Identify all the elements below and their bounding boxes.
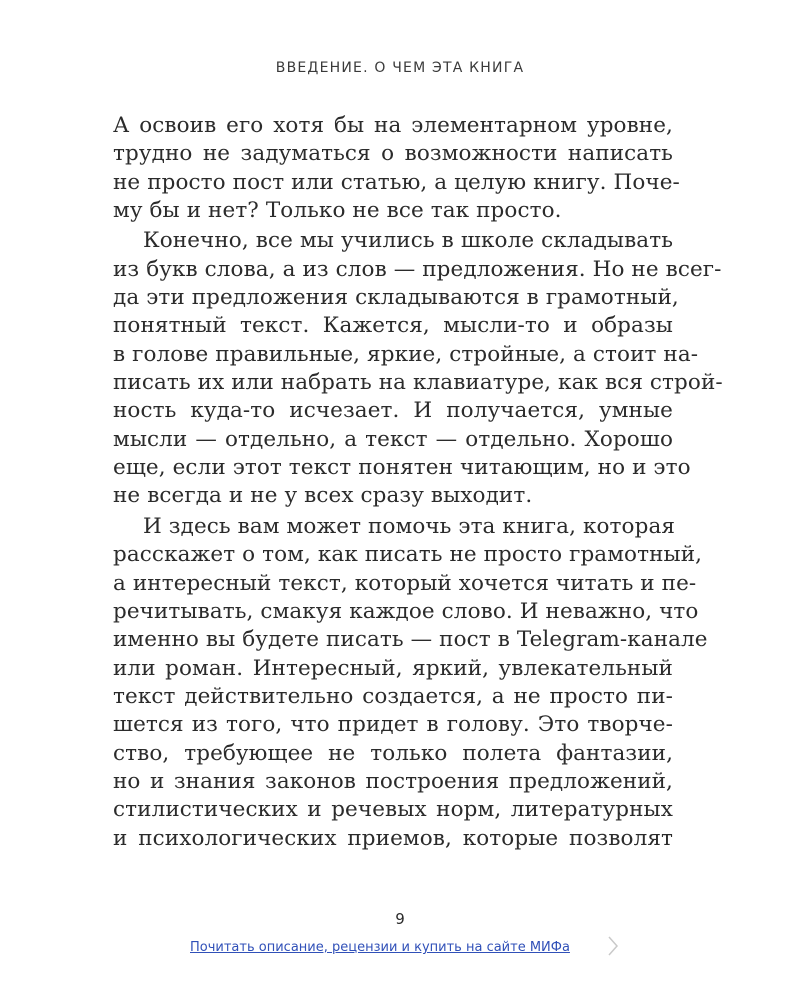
promo-link[interactable]: Почитать описание, рецензии и купить на сайте МИФа (190, 940, 570, 955)
text-line: еще, если этот текст понятен читающим, но и это (113, 455, 691, 481)
text-line: И здесь вам может помочь эта книга, которая (143, 513, 676, 539)
body-text (113, 112, 723, 853)
text-line: или роман. Интересный, яркий, увлекательный (113, 655, 673, 681)
text-line: не всегда и не у всех сразу выходит. (113, 483, 533, 509)
text-line: текст действительно создается, а не просто пи- (113, 683, 673, 709)
text-line: не просто пост или статью, а целую книгу. Поче- (113, 169, 680, 195)
text-line: но и знания законов построения предложений, (113, 768, 673, 794)
text-line: речитывать, смакуя каждое слово. И неважно, что (113, 598, 699, 624)
text-line: шется из того, что придет в голову. Это творче- (113, 712, 673, 738)
text-line: да эти предложения складываются в грамотный, (113, 285, 679, 311)
text-line: А освоив его хотя бы на элементарном уровне, (113, 113, 673, 138)
text-line: именно вы будете писать — пост в Telegram-канале (113, 627, 708, 653)
text-line: ство, требующее не только полета фантазии, (113, 740, 673, 766)
page-number: 9 (395, 910, 405, 928)
text-line: ность куда-то исчезает. И получается, умные (113, 398, 673, 424)
chevron-right-icon (608, 936, 618, 956)
text-line: а интересный текст, который хочется читать и пе- (113, 570, 697, 596)
text-line: Конечно, все мы учились в школе складывать (143, 228, 673, 254)
text-line: трудно не задуматься о возможности написать (113, 141, 673, 167)
text-line: в голове правильные, яркие, стройные, а стоит на- (113, 341, 699, 367)
text-line: и психологических приемов, которые позволят (113, 825, 673, 851)
text-line: стилистических и речевых норм, литературных (113, 797, 673, 823)
promo-banner (190, 936, 610, 958)
text-line: расскажет о том, как писать не просто грамотный, (113, 542, 703, 568)
text-line: писать их или набрать на клавиатуре, как вся строй- (113, 370, 723, 396)
text-line: мысли — отдельно, а текст — отдельно. Хорошо (113, 426, 673, 452)
running-header: ВВЕДЕНИЕ. О ЧЕМ ЭТА КНИГА (275, 60, 525, 76)
text-line: му бы и нет? Только не все так просто. (113, 198, 562, 224)
text-line: понятный текст. Кажется, мысли-то и образы (113, 313, 673, 339)
text-line: из букв слова, а из слов — предложения. Но не всег- (113, 256, 722, 282)
